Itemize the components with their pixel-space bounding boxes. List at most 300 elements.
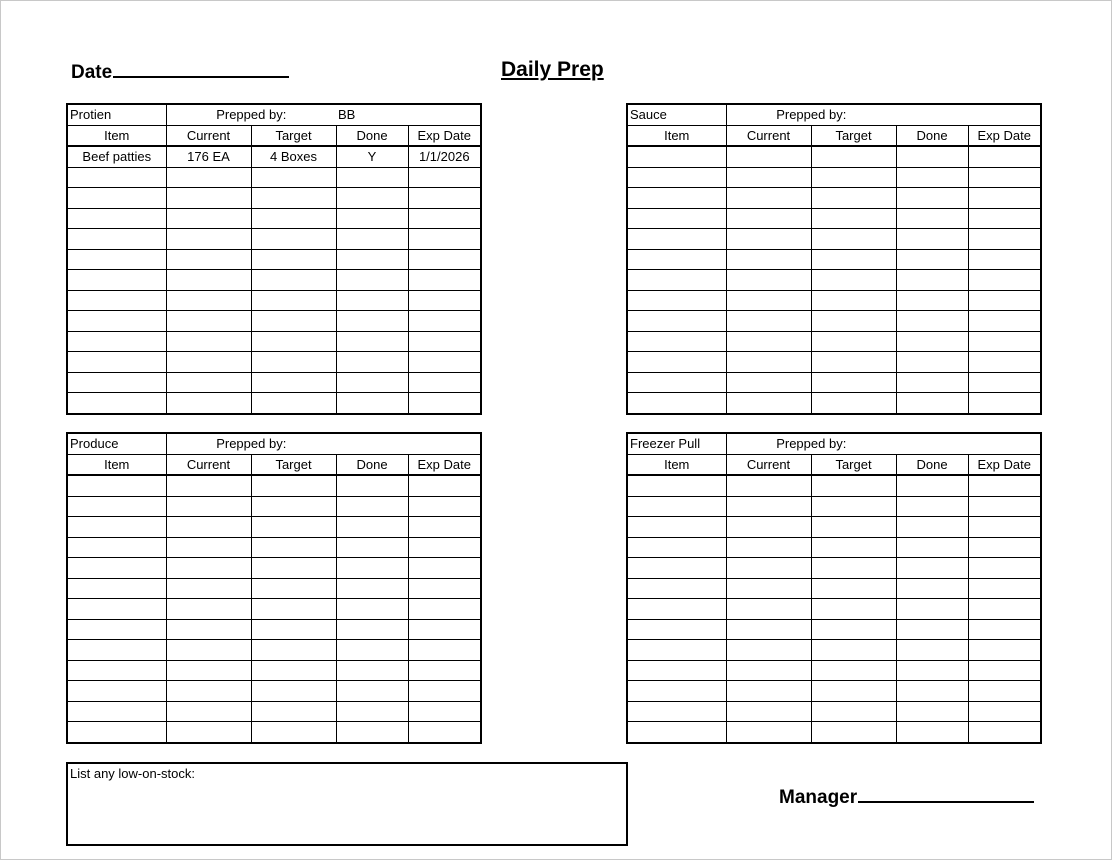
- exp-date-cell[interactable]: [408, 331, 481, 352]
- item-cell[interactable]: [67, 599, 166, 620]
- exp-date-cell[interactable]: [968, 270, 1041, 291]
- exp-date-cell[interactable]: [968, 249, 1041, 270]
- page-title: Daily Prep: [501, 58, 604, 81]
- done-cell[interactable]: [336, 578, 408, 599]
- done-cell[interactable]: [896, 208, 968, 229]
- current-cell[interactable]: [166, 208, 251, 229]
- table-row: [67, 681, 481, 702]
- table-row: [67, 270, 481, 291]
- done-cell[interactable]: [896, 331, 968, 352]
- done-cell[interactable]: [896, 496, 968, 517]
- item-cell[interactable]: [627, 517, 726, 538]
- current-cell[interactable]: [166, 290, 251, 311]
- item-cell[interactable]: [627, 229, 726, 250]
- exp-date-cell[interactable]: [408, 558, 481, 579]
- exp-date-cell[interactable]: [408, 681, 481, 702]
- prepped-by-value[interactable]: [896, 104, 1041, 125]
- target-cell[interactable]: [251, 249, 336, 270]
- column-header-exp-date: Exp Date: [408, 125, 481, 146]
- current-cell[interactable]: [166, 660, 251, 681]
- item-cell[interactable]: [627, 599, 726, 620]
- item-cell[interactable]: [627, 393, 726, 414]
- target-cell[interactable]: [811, 537, 896, 558]
- done-cell[interactable]: [896, 578, 968, 599]
- item-cell[interactable]: [627, 660, 726, 681]
- current-cell[interactable]: [166, 517, 251, 538]
- exp-date-cell[interactable]: [968, 599, 1041, 620]
- item-cell[interactable]: [67, 701, 166, 722]
- target-cell[interactable]: [251, 681, 336, 702]
- target-cell[interactable]: [811, 475, 896, 496]
- current-cell[interactable]: [166, 311, 251, 332]
- done-cell[interactable]: [336, 229, 408, 250]
- item-cell[interactable]: [627, 188, 726, 209]
- target-cell[interactable]: [811, 270, 896, 291]
- table-row: [627, 475, 1041, 496]
- target-cell[interactable]: [811, 290, 896, 311]
- done-cell[interactable]: [896, 681, 968, 702]
- exp-date-cell[interactable]: [968, 578, 1041, 599]
- done-cell[interactable]: [336, 208, 408, 229]
- current-cell[interactable]: [166, 270, 251, 291]
- current-cell[interactable]: [166, 393, 251, 414]
- current-cell[interactable]: [166, 352, 251, 373]
- done-cell[interactable]: [896, 290, 968, 311]
- table-row: [67, 619, 481, 640]
- item-cell[interactable]: [627, 681, 726, 702]
- done-cell[interactable]: [336, 311, 408, 332]
- exp-date-cell[interactable]: [968, 681, 1041, 702]
- table-row: [627, 229, 1041, 250]
- target-cell[interactable]: [811, 599, 896, 620]
- prepped-by-label: Prepped by:: [726, 433, 896, 454]
- current-cell[interactable]: [726, 167, 811, 188]
- item-cell[interactable]: [67, 496, 166, 517]
- item-cell[interactable]: [627, 146, 726, 167]
- table-row: [67, 475, 481, 496]
- table-row: [627, 496, 1041, 517]
- done-cell[interactable]: [336, 537, 408, 558]
- current-cell[interactable]: [166, 188, 251, 209]
- target-cell[interactable]: [811, 496, 896, 517]
- current-cell[interactable]: [726, 475, 811, 496]
- target-cell[interactable]: [251, 167, 336, 188]
- done-cell[interactable]: [336, 167, 408, 188]
- item-cell[interactable]: [67, 249, 166, 270]
- exp-date-cell[interactable]: [968, 146, 1041, 167]
- exp-date-cell[interactable]: [408, 496, 481, 517]
- exp-date-cell[interactable]: [968, 537, 1041, 558]
- date-blank[interactable]: [113, 58, 289, 78]
- item-cell[interactable]: [67, 681, 166, 702]
- target-cell[interactable]: [251, 331, 336, 352]
- item-cell[interactable]: [627, 352, 726, 373]
- done-cell[interactable]: [896, 393, 968, 414]
- item-cell[interactable]: [627, 290, 726, 311]
- done-cell[interactable]: [896, 660, 968, 681]
- exp-date-cell[interactable]: [408, 372, 481, 393]
- item-cell[interactable]: [67, 475, 166, 496]
- current-cell[interactable]: [166, 681, 251, 702]
- table-row: [627, 681, 1041, 702]
- item-cell[interactable]: [67, 660, 166, 681]
- current-cell[interactable]: [166, 372, 251, 393]
- table-row: [627, 331, 1041, 352]
- done-cell[interactable]: [336, 599, 408, 620]
- exp-date-cell[interactable]: [968, 188, 1041, 209]
- exp-date-cell[interactable]: [408, 722, 481, 743]
- target-cell[interactable]: [811, 208, 896, 229]
- done-cell[interactable]: [896, 352, 968, 373]
- table-row: [627, 188, 1041, 209]
- low-on-stock-box[interactable]: [66, 762, 628, 846]
- item-cell[interactable]: [67, 167, 166, 188]
- current-cell[interactable]: [166, 701, 251, 722]
- column-header-item: Item: [67, 454, 166, 475]
- current-cell[interactable]: [726, 558, 811, 579]
- item-cell[interactable]: [67, 208, 166, 229]
- item-cell[interactable]: [627, 558, 726, 579]
- done-cell[interactable]: [336, 331, 408, 352]
- done-cell[interactable]: [896, 311, 968, 332]
- item-cell[interactable]: [67, 229, 166, 250]
- item-cell[interactable]: [627, 722, 726, 743]
- item-cell[interactable]: [67, 290, 166, 311]
- current-cell[interactable]: [166, 496, 251, 517]
- current-cell[interactable]: [726, 517, 811, 538]
- item-cell[interactable]: [67, 372, 166, 393]
- item-cell[interactable]: [627, 167, 726, 188]
- done-cell[interactable]: [896, 372, 968, 393]
- current-cell[interactable]: [166, 578, 251, 599]
- current-cell[interactable]: [726, 496, 811, 517]
- exp-date-cell[interactable]: [408, 599, 481, 620]
- prepped-by-value[interactable]: [896, 433, 1041, 454]
- item-cell[interactable]: [627, 249, 726, 270]
- target-cell[interactable]: [251, 599, 336, 620]
- current-cell[interactable]: [726, 599, 811, 620]
- target-cell[interactable]: [811, 517, 896, 538]
- exp-date-cell[interactable]: [408, 660, 481, 681]
- freezer-pull-table: [626, 432, 1042, 744]
- current-cell[interactable]: [166, 599, 251, 620]
- item-cell[interactable]: [627, 619, 726, 640]
- current-cell[interactable]: [166, 475, 251, 496]
- target-cell[interactable]: [251, 517, 336, 538]
- current-cell[interactable]: [166, 537, 251, 558]
- current-cell[interactable]: [726, 722, 811, 743]
- exp-date-cell[interactable]: [968, 311, 1041, 332]
- target-cell[interactable]: [251, 393, 336, 414]
- column-header-target: Target: [811, 454, 896, 475]
- item-cell[interactable]: [67, 393, 166, 414]
- table-row: [67, 701, 481, 722]
- protein-table: [66, 103, 482, 415]
- item-cell[interactable]: [67, 722, 166, 743]
- item-cell[interactable]: [67, 352, 166, 373]
- item-cell[interactable]: [67, 619, 166, 640]
- target-cell[interactable]: [251, 558, 336, 579]
- exp-date-cell[interactable]: [968, 640, 1041, 661]
- exp-date-cell[interactable]: [968, 475, 1041, 496]
- done-cell[interactable]: [896, 619, 968, 640]
- target-cell[interactable]: [251, 352, 336, 373]
- done-cell[interactable]: [336, 558, 408, 579]
- current-cell[interactable]: [726, 208, 811, 229]
- target-cell[interactable]: [811, 701, 896, 722]
- target-cell[interactable]: [251, 619, 336, 640]
- item-cell[interactable]: [67, 537, 166, 558]
- current-cell[interactable]: 176 EA: [166, 146, 251, 167]
- current-cell[interactable]: [726, 681, 811, 702]
- item-cell[interactable]: [67, 188, 166, 209]
- done-cell[interactable]: [336, 475, 408, 496]
- exp-date-cell[interactable]: [408, 188, 481, 209]
- current-cell[interactable]: [726, 619, 811, 640]
- done-cell[interactable]: [336, 290, 408, 311]
- current-cell[interactable]: [726, 352, 811, 373]
- done-cell[interactable]: Y: [336, 146, 408, 167]
- exp-date-cell[interactable]: [408, 537, 481, 558]
- exp-date-cell[interactable]: [408, 475, 481, 496]
- date-label: Date: [71, 62, 113, 83]
- target-cell[interactable]: [251, 640, 336, 661]
- done-cell[interactable]: [896, 167, 968, 188]
- current-cell[interactable]: [726, 701, 811, 722]
- table-row: [627, 537, 1041, 558]
- table-row: [627, 619, 1041, 640]
- item-cell[interactable]: [67, 311, 166, 332]
- item-cell[interactable]: [67, 517, 166, 538]
- prepped-by-value[interactable]: [336, 433, 481, 454]
- target-cell[interactable]: [251, 537, 336, 558]
- exp-date-cell[interactable]: [408, 208, 481, 229]
- target-cell[interactable]: [811, 229, 896, 250]
- done-cell[interactable]: [336, 352, 408, 373]
- done-cell[interactable]: [896, 640, 968, 661]
- done-cell[interactable]: [336, 640, 408, 661]
- exp-date-cell[interactable]: [968, 701, 1041, 722]
- done-cell[interactable]: [336, 701, 408, 722]
- target-cell[interactable]: [251, 660, 336, 681]
- exp-date-cell[interactable]: [408, 270, 481, 291]
- target-cell[interactable]: [251, 208, 336, 229]
- done-cell[interactable]: [336, 393, 408, 414]
- target-cell[interactable]: [811, 722, 896, 743]
- target-cell[interactable]: [251, 372, 336, 393]
- target-cell[interactable]: [251, 229, 336, 250]
- current-cell[interactable]: [726, 146, 811, 167]
- target-cell[interactable]: [251, 311, 336, 332]
- item-cell[interactable]: [627, 311, 726, 332]
- exp-date-cell[interactable]: [408, 249, 481, 270]
- exp-date-cell[interactable]: [408, 578, 481, 599]
- done-cell[interactable]: [896, 558, 968, 579]
- current-cell[interactable]: [166, 558, 251, 579]
- current-cell[interactable]: [726, 188, 811, 209]
- target-cell[interactable]: [811, 640, 896, 661]
- done-cell[interactable]: [896, 229, 968, 250]
- done-cell[interactable]: [896, 188, 968, 209]
- target-cell[interactable]: [811, 146, 896, 167]
- exp-date-cell[interactable]: [968, 517, 1041, 538]
- item-cell[interactable]: [627, 270, 726, 291]
- target-cell[interactable]: [251, 475, 336, 496]
- done-cell[interactable]: [896, 249, 968, 270]
- item-cell[interactable]: [627, 496, 726, 517]
- done-cell[interactable]: [896, 599, 968, 620]
- current-cell[interactable]: [166, 249, 251, 270]
- exp-date-cell[interactable]: [408, 167, 481, 188]
- exp-date-cell[interactable]: [968, 619, 1041, 640]
- target-cell[interactable]: [251, 270, 336, 291]
- target-cell[interactable]: [251, 701, 336, 722]
- column-header-item: Item: [627, 125, 726, 146]
- exp-date-cell[interactable]: [968, 331, 1041, 352]
- target-cell[interactable]: [811, 578, 896, 599]
- item-cell[interactable]: [67, 558, 166, 579]
- current-cell[interactable]: [726, 640, 811, 661]
- exp-date-cell[interactable]: [968, 660, 1041, 681]
- target-cell[interactable]: [811, 188, 896, 209]
- exp-date-cell[interactable]: [408, 290, 481, 311]
- exp-date-cell[interactable]: [968, 352, 1041, 373]
- target-cell[interactable]: [811, 331, 896, 352]
- exp-date-cell[interactable]: [408, 311, 481, 332]
- current-cell[interactable]: [726, 270, 811, 291]
- table-row: [67, 331, 481, 352]
- item-cell[interactable]: Beef patties: [67, 146, 166, 167]
- item-cell[interactable]: [627, 475, 726, 496]
- current-cell[interactable]: [726, 249, 811, 270]
- exp-date-cell[interactable]: [408, 619, 481, 640]
- target-cell[interactable]: [811, 352, 896, 373]
- current-cell[interactable]: [166, 619, 251, 640]
- target-cell[interactable]: [811, 167, 896, 188]
- column-header-exp-date: Exp Date: [968, 454, 1041, 475]
- exp-date-cell[interactable]: [408, 352, 481, 373]
- current-cell[interactable]: [166, 167, 251, 188]
- target-cell[interactable]: [251, 578, 336, 599]
- manager-blank[interactable]: [858, 783, 1034, 803]
- table-row: [67, 146, 481, 167]
- section-name: Freezer Pull: [627, 433, 726, 454]
- item-cell[interactable]: [67, 331, 166, 352]
- exp-date-cell[interactable]: [968, 290, 1041, 311]
- current-cell[interactable]: [726, 537, 811, 558]
- current-cell[interactable]: [726, 393, 811, 414]
- exp-date-cell[interactable]: [968, 558, 1041, 579]
- target-cell[interactable]: [251, 496, 336, 517]
- exp-date-cell[interactable]: [408, 393, 481, 414]
- current-cell[interactable]: [726, 229, 811, 250]
- current-cell[interactable]: [166, 722, 251, 743]
- done-cell[interactable]: [336, 249, 408, 270]
- exp-date-cell[interactable]: [408, 701, 481, 722]
- current-cell[interactable]: [726, 290, 811, 311]
- current-cell[interactable]: [166, 640, 251, 661]
- target-cell[interactable]: [811, 372, 896, 393]
- done-cell[interactable]: [896, 146, 968, 167]
- exp-date-cell[interactable]: [968, 208, 1041, 229]
- item-cell[interactable]: [627, 578, 726, 599]
- target-cell[interactable]: [811, 558, 896, 579]
- current-cell[interactable]: [726, 578, 811, 599]
- exp-date-cell[interactable]: [968, 229, 1041, 250]
- done-cell[interactable]: [336, 270, 408, 291]
- done-cell[interactable]: [336, 722, 408, 743]
- current-cell[interactable]: [166, 331, 251, 352]
- exp-date-cell[interactable]: [968, 393, 1041, 414]
- item-cell[interactable]: [627, 701, 726, 722]
- done-cell[interactable]: [336, 619, 408, 640]
- done-cell[interactable]: [336, 188, 408, 209]
- target-cell[interactable]: [811, 311, 896, 332]
- done-cell[interactable]: [336, 372, 408, 393]
- current-cell[interactable]: [726, 331, 811, 352]
- exp-date-cell[interactable]: [968, 722, 1041, 743]
- done-cell[interactable]: [896, 517, 968, 538]
- target-cell[interactable]: 4 Boxes: [251, 146, 336, 167]
- item-cell[interactable]: [67, 578, 166, 599]
- target-cell[interactable]: [811, 660, 896, 681]
- current-cell[interactable]: [726, 311, 811, 332]
- exp-date-cell[interactable]: [968, 167, 1041, 188]
- item-cell[interactable]: [627, 331, 726, 352]
- done-cell[interactable]: [896, 722, 968, 743]
- target-cell[interactable]: [811, 619, 896, 640]
- done-cell[interactable]: [896, 701, 968, 722]
- exp-date-cell[interactable]: 1/1/2026: [408, 146, 481, 167]
- section-name: Sauce: [627, 104, 726, 125]
- target-cell[interactable]: [811, 249, 896, 270]
- table-row: [67, 517, 481, 538]
- done-cell[interactable]: [896, 537, 968, 558]
- item-cell[interactable]: [627, 640, 726, 661]
- item-cell[interactable]: [67, 270, 166, 291]
- exp-date-cell[interactable]: [408, 229, 481, 250]
- done-cell[interactable]: [336, 660, 408, 681]
- done-cell[interactable]: [336, 496, 408, 517]
- done-cell[interactable]: [896, 475, 968, 496]
- current-cell[interactable]: [726, 660, 811, 681]
- done-cell[interactable]: [896, 270, 968, 291]
- done-cell[interactable]: [336, 517, 408, 538]
- item-cell[interactable]: [627, 208, 726, 229]
- target-cell[interactable]: [811, 681, 896, 702]
- current-cell[interactable]: [726, 372, 811, 393]
- item-cell[interactable]: [627, 537, 726, 558]
- exp-date-cell[interactable]: [968, 496, 1041, 517]
- target-cell[interactable]: [811, 393, 896, 414]
- item-cell[interactable]: [67, 640, 166, 661]
- table-row: [67, 229, 481, 250]
- table-row: [67, 249, 481, 270]
- table-row: [67, 372, 481, 393]
- exp-date-cell[interactable]: [968, 372, 1041, 393]
- target-cell[interactable]: [251, 188, 336, 209]
- target-cell[interactable]: [251, 722, 336, 743]
- exp-date-cell[interactable]: [408, 640, 481, 661]
- prepped-by-value[interactable]: BB: [336, 104, 481, 125]
- table-row: [67, 599, 481, 620]
- done-cell[interactable]: [336, 681, 408, 702]
- current-cell[interactable]: [166, 229, 251, 250]
- exp-date-cell[interactable]: [408, 517, 481, 538]
- item-cell[interactable]: [627, 372, 726, 393]
- target-cell[interactable]: [251, 290, 336, 311]
- column-header-target: Target: [811, 125, 896, 146]
